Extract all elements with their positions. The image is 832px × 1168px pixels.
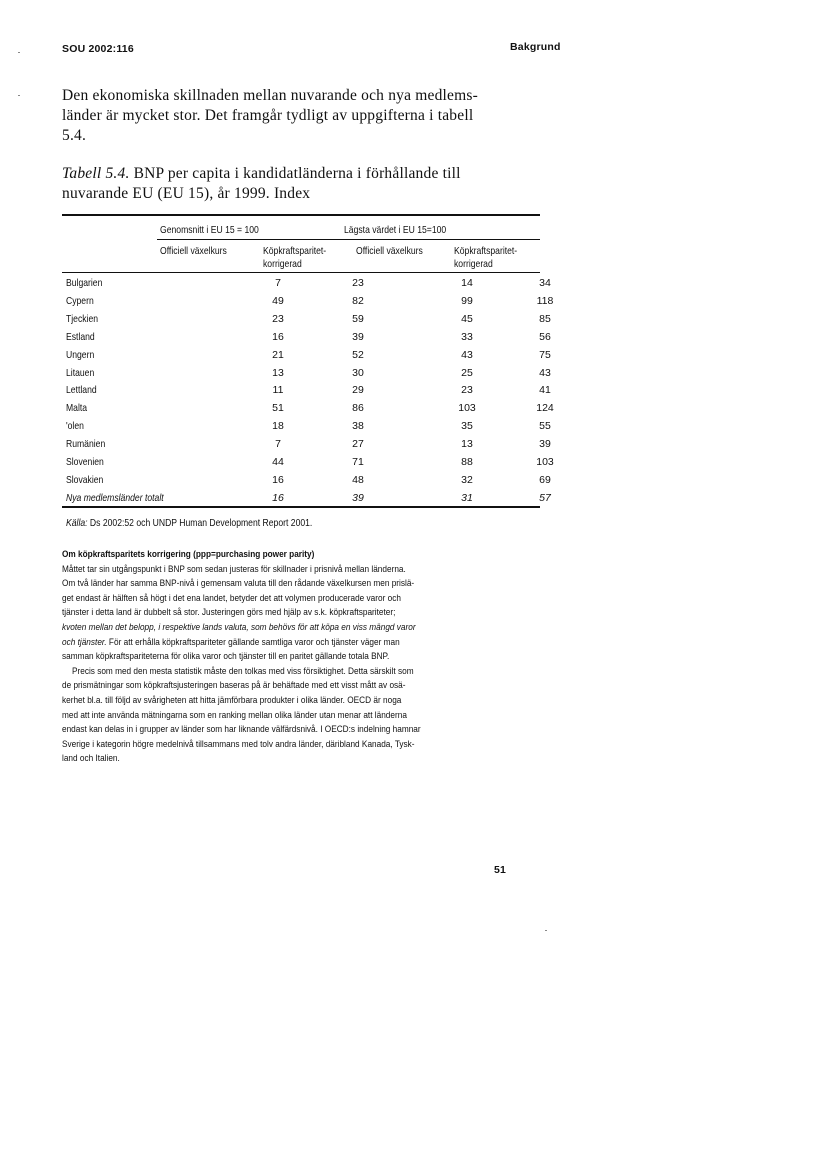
page-number: 51 bbox=[494, 864, 507, 876]
table-cell: 49 bbox=[272, 294, 284, 307]
table-cell: 82 bbox=[352, 294, 364, 307]
scan-speck bbox=[545, 930, 547, 931]
note-line: Sverige i kategorin högre medelnivå tillsammans med tolv andra länder, däribland Kanada, Tysk- bbox=[62, 738, 415, 750]
country-name: Cypern bbox=[66, 294, 94, 307]
table-cell: 75 bbox=[539, 348, 551, 361]
table-row bbox=[62, 294, 554, 312]
group-header: Genomsnitt i EU 15 = 100 bbox=[160, 224, 259, 236]
table-cell: 43 bbox=[461, 348, 473, 361]
table-caption-text: BNP per capita i kandidatländerna i förhållande till bbox=[133, 165, 461, 182]
table-caption bbox=[62, 164, 502, 204]
table-cell: 69 bbox=[539, 473, 551, 486]
country-name: Slovenien bbox=[66, 456, 104, 468]
note-title: Om köpkraftsparitets korrigering (ppp=purchasing power parity) bbox=[62, 549, 315, 560]
country-name: Malta bbox=[66, 402, 88, 415]
table-cell: 39 bbox=[352, 492, 364, 504]
table-cell: 23 bbox=[461, 384, 473, 397]
table-cell: 45 bbox=[461, 312, 473, 325]
total-label: Nya medlemsländer totalt bbox=[66, 492, 164, 504]
table-cell: 32 bbox=[461, 473, 473, 486]
table-cell: 52 bbox=[352, 348, 364, 361]
table-cell: 11 bbox=[272, 384, 284, 397]
table-cell: 41 bbox=[539, 384, 551, 397]
table-row bbox=[62, 402, 554, 419]
column-header: Köpkraftsparitet- bbox=[454, 245, 518, 257]
table-cell: 23 bbox=[272, 312, 284, 325]
note-line: endast kan delas in i grupper av länder som har liknande välfärdsnivå. I OECD:s indelning hamnar bbox=[62, 724, 421, 736]
note-line: och tjänster. bbox=[62, 636, 107, 648]
country-name: Lettland bbox=[66, 384, 97, 397]
column-header: korrigerad bbox=[263, 258, 302, 270]
intro-line: länder är mycket stor. Det framgår tydligt av uppgifterna i tabell bbox=[62, 107, 474, 124]
table-cell: 25 bbox=[461, 366, 473, 379]
group-header-rule bbox=[157, 239, 540, 240]
scan-speck bbox=[18, 95, 20, 96]
table-cell: 86 bbox=[352, 402, 364, 415]
column-header: Officiell växelkurs bbox=[356, 245, 423, 257]
column-header: Officiell växelkurs bbox=[160, 245, 227, 257]
intro-line: 5.4. bbox=[62, 127, 87, 144]
table-cell: 99 bbox=[461, 294, 473, 307]
note-line: kerhet bl.a. till följd av svårigheten att hitta jämförbara produkter i olika länder. OECD är noga bbox=[62, 694, 402, 706]
table-caption-label: Tabell 5.4. bbox=[62, 165, 130, 182]
table-bottom-rule bbox=[62, 506, 540, 508]
note-body bbox=[62, 563, 512, 767]
table-top-rule bbox=[62, 214, 540, 216]
table-cell: 39 bbox=[539, 438, 551, 451]
table-cell: 27 bbox=[352, 438, 364, 451]
table-cell: 51 bbox=[272, 402, 284, 415]
table-row bbox=[62, 420, 551, 437]
table-row bbox=[62, 438, 551, 455]
table-row bbox=[62, 366, 551, 384]
table-cell: 29 bbox=[352, 384, 364, 397]
note-line: med att inte använda mätningarna som en ranking mellan olika länder utan menar att länderna bbox=[62, 709, 407, 721]
header-bottom-rule bbox=[62, 272, 540, 273]
scan-speck bbox=[18, 52, 20, 53]
table-cell: 56 bbox=[539, 330, 551, 343]
intro-line: Den ekonomiska skillnaden mellan nuvarande och nya medlems- bbox=[62, 87, 478, 104]
table-cell: 13 bbox=[272, 366, 284, 379]
group-header: Lägsta värdet i EU 15=100 bbox=[344, 224, 447, 236]
table-cell: 71 bbox=[352, 456, 364, 468]
country-name: Slovakien bbox=[66, 473, 104, 486]
table-cell: 16 bbox=[272, 473, 284, 486]
table-cell: 31 bbox=[461, 492, 473, 504]
table-cell: 38 bbox=[352, 420, 364, 433]
note-line: Om två länder har samma BNP-nivå i gemensam valuta till den rådande växelkursen men prislä- bbox=[62, 578, 415, 590]
running-header-right: Bakgrund bbox=[510, 41, 561, 53]
note-line: Måttet tar sin utgångspunkt i BNP som sedan justeras för skillnader i prisnivå mellan länderna. bbox=[62, 563, 406, 575]
table-cell: 16 bbox=[272, 492, 284, 504]
table-row bbox=[62, 473, 551, 491]
country-name: Rumänien bbox=[66, 438, 106, 451]
note-line: land och Italien. bbox=[62, 753, 120, 765]
table-cell: 118 bbox=[536, 294, 554, 307]
note-line: Precis som med den mesta statistik måste den tolkas med viss försiktighet. Detta särskilt som bbox=[72, 665, 414, 677]
country-name: Tjeckien bbox=[66, 312, 99, 325]
source-label: Källa: bbox=[66, 517, 88, 529]
table-cell: 23 bbox=[352, 277, 364, 289]
country-name: Ungern bbox=[66, 348, 95, 361]
ppp-note bbox=[62, 548, 512, 767]
table-cell: 88 bbox=[461, 456, 473, 468]
table-cell: 57 bbox=[539, 492, 551, 504]
country-name: Bulgarien bbox=[66, 277, 103, 289]
note-line: tjänster i detta land är dubbelt så stor. Justeringen görs med hjälp av s.k. köpkraftspariteter; bbox=[62, 607, 396, 619]
table-cell: 85 bbox=[539, 312, 551, 325]
note-line: kvoten mellan det belopp, i respektive lands valuta, som behövs för att köpa en viss mängd varor bbox=[62, 621, 416, 633]
table-row bbox=[62, 330, 551, 348]
note-line: samman köpkraftspariteterna för olika varor och tjänster till en paritet gällande totala BNP. bbox=[62, 651, 390, 663]
source-text: Ds 2002:52 och UNDP Human Development Report 2001. bbox=[89, 517, 313, 529]
table-cell: 59 bbox=[352, 312, 364, 325]
table-cell: 55 bbox=[539, 420, 551, 433]
country-name: 'olen bbox=[66, 420, 84, 433]
table-cell: 39 bbox=[352, 330, 364, 343]
country-name: Estland bbox=[66, 330, 95, 343]
table-row bbox=[62, 456, 554, 473]
note-line: de prismätningar som köpkraftsjusteringen baseras på är behäftade med ett visst mått av osä- bbox=[62, 680, 406, 692]
table-cell: 34 bbox=[539, 277, 551, 289]
running-header-left: SOU 2002:116 bbox=[62, 43, 134, 55]
table-cell: 30 bbox=[352, 366, 364, 379]
table-row bbox=[62, 384, 551, 401]
table-cell: 35 bbox=[461, 420, 473, 433]
table-cell: 44 bbox=[272, 456, 284, 468]
note-line: För att erhålla köpkraftspariteter gällande samtliga varor och tjänster väger man bbox=[108, 636, 400, 648]
table-cell: 21 bbox=[272, 348, 284, 361]
intro-paragraph bbox=[62, 86, 502, 146]
table-cell: 124 bbox=[536, 402, 554, 415]
table-caption-text: nuvarande EU (EU 15), år 1999. Index bbox=[62, 185, 311, 202]
table-source bbox=[66, 517, 312, 529]
table-cell: 43 bbox=[539, 366, 551, 379]
table-row bbox=[62, 277, 551, 294]
table-row bbox=[62, 312, 551, 330]
table-cell: 103 bbox=[536, 456, 554, 468]
note-line: get endast är hälften så högt i det ena landet, betyder det att volymen producerade varor och bbox=[62, 592, 401, 604]
country-name: Litauen bbox=[66, 366, 95, 379]
table-cell: 48 bbox=[352, 473, 364, 486]
column-header: korrigerad bbox=[454, 258, 493, 270]
table-cell: 7 bbox=[275, 438, 281, 451]
table-cell: 33 bbox=[461, 330, 473, 343]
table-cell: 103 bbox=[458, 402, 476, 415]
table-cell: 18 bbox=[272, 420, 284, 433]
table-cell: 14 bbox=[461, 277, 473, 289]
table-row bbox=[62, 348, 551, 366]
table-cell: 16 bbox=[272, 330, 284, 343]
table-cell: 13 bbox=[461, 438, 473, 451]
table-cell: 7 bbox=[275, 277, 281, 289]
column-header: Köpkraftsparitet- bbox=[263, 245, 327, 257]
